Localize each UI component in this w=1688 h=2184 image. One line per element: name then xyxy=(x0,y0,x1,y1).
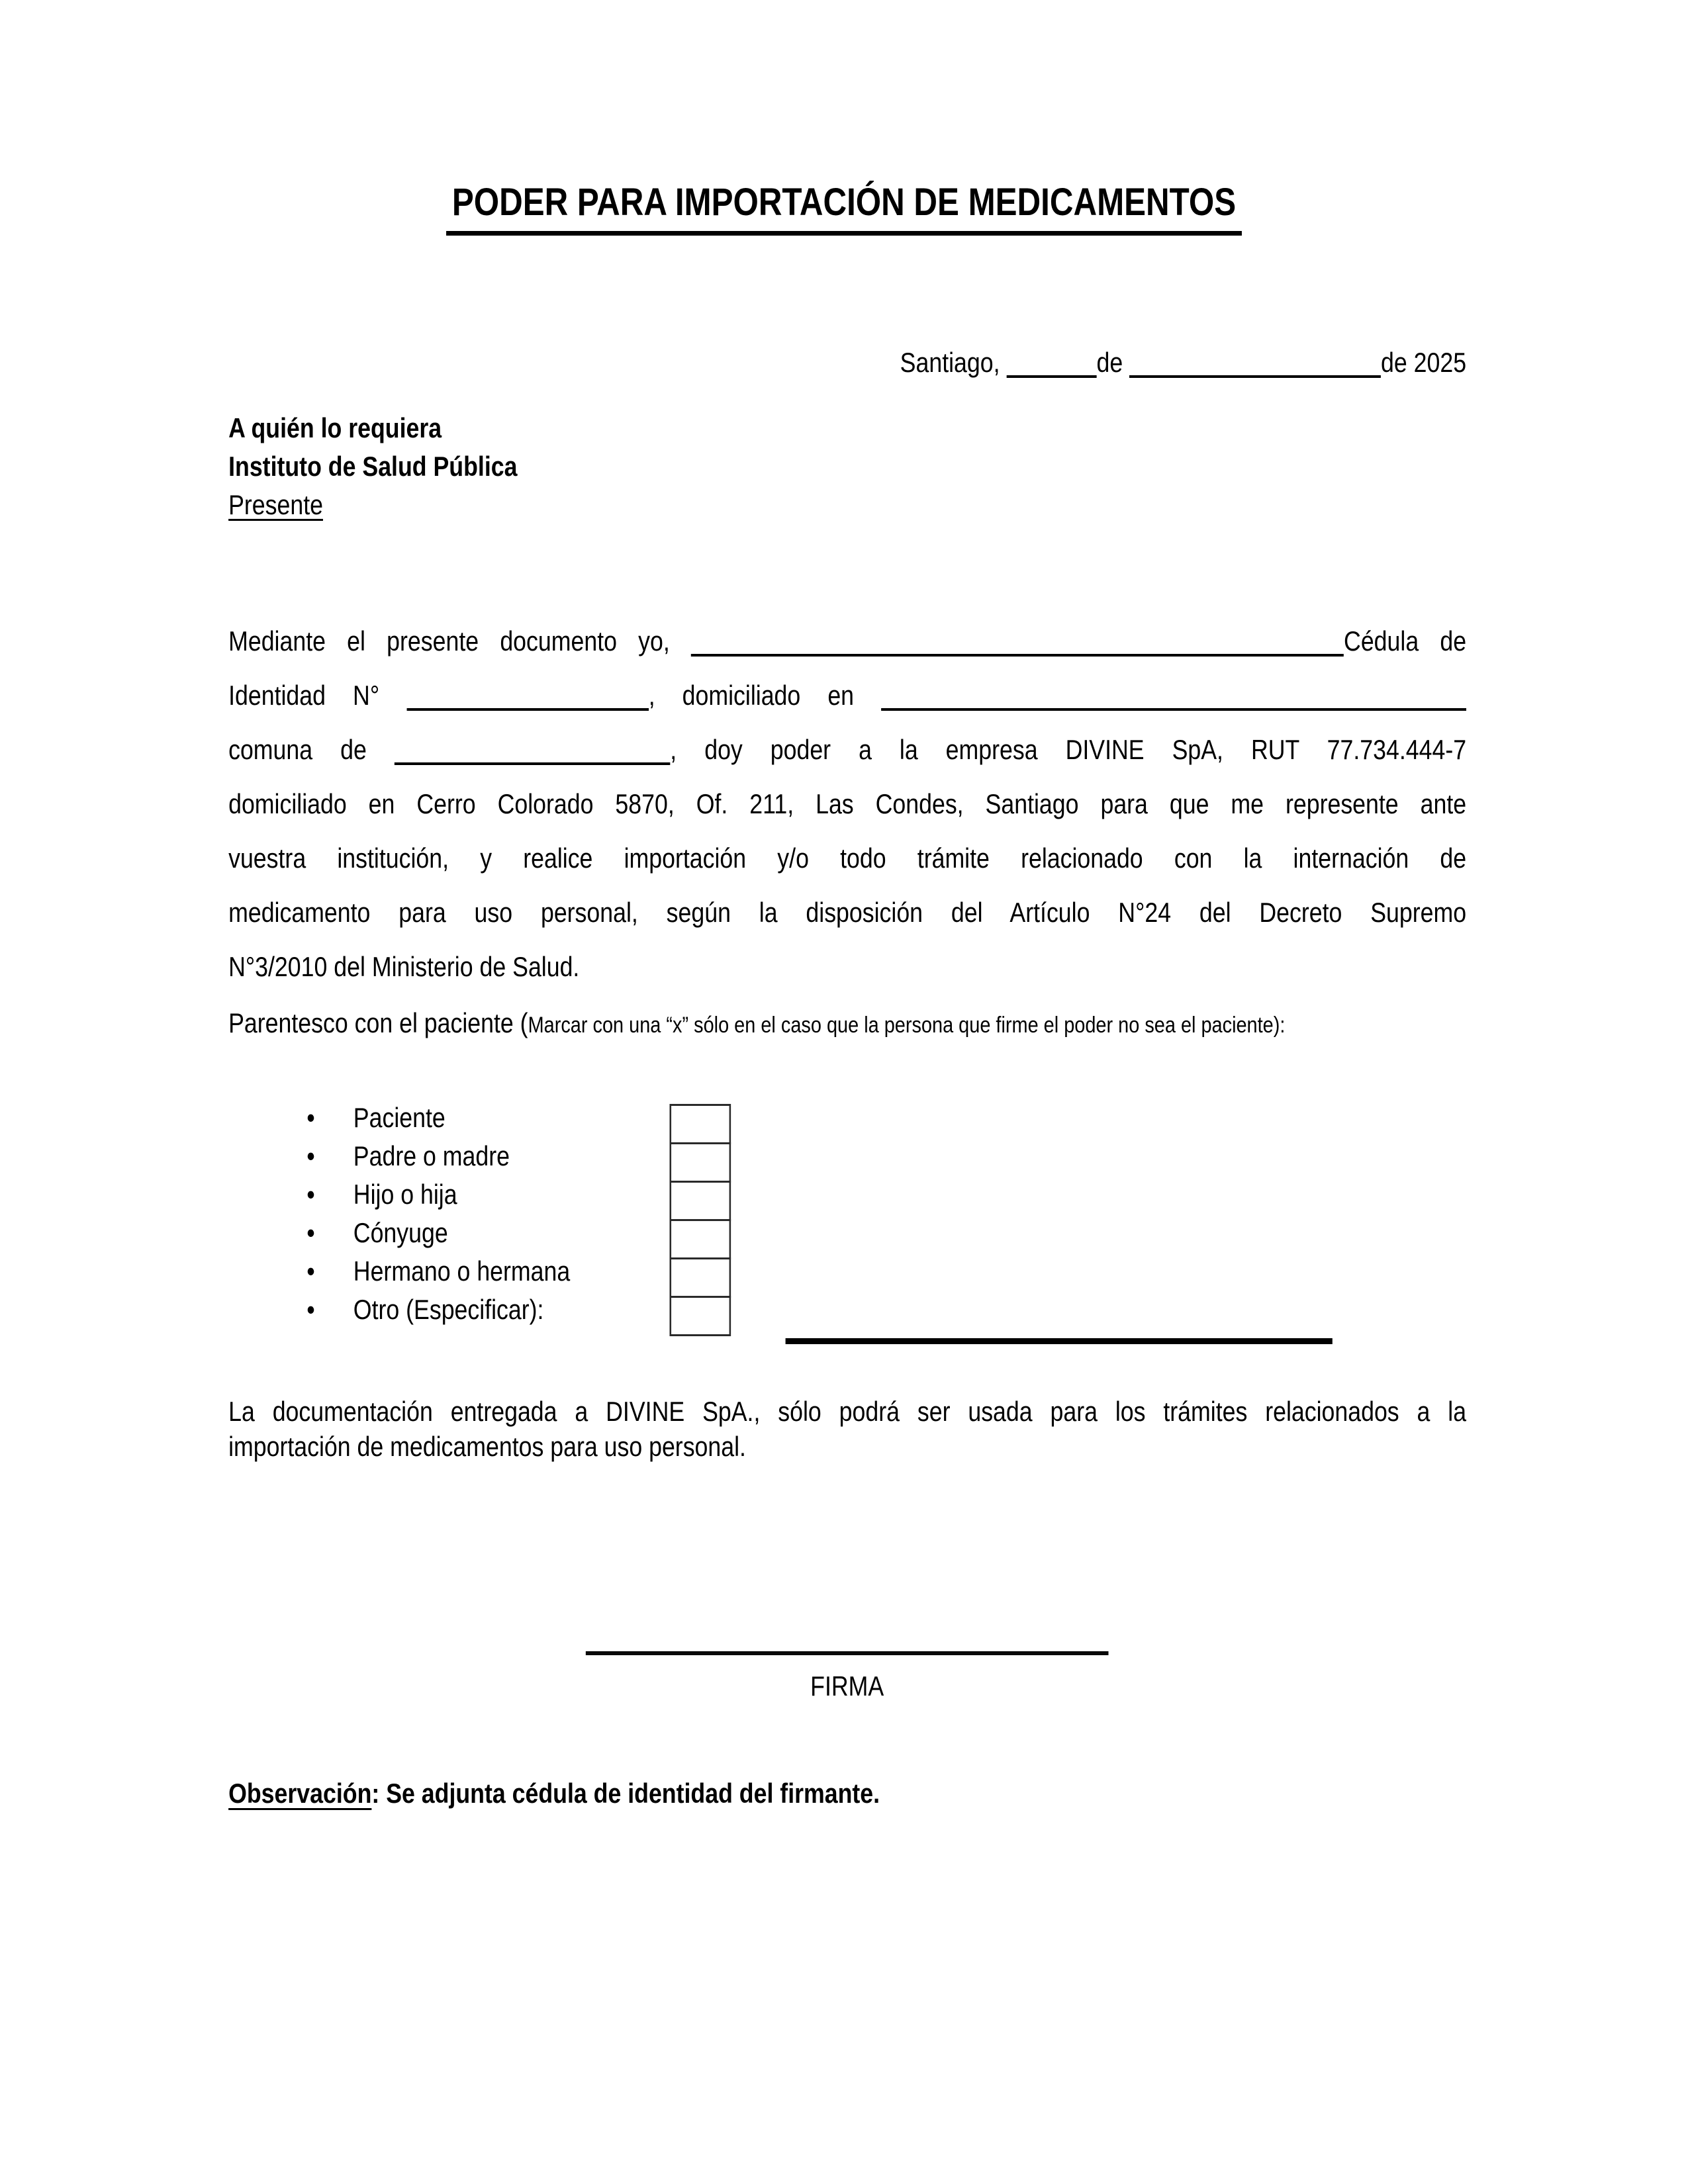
recipient-block xyxy=(228,409,517,524)
body-paragraph xyxy=(228,614,1466,994)
bullet-icon: • xyxy=(306,1140,315,1171)
title-block xyxy=(0,180,1688,236)
body-line-5: vuestra institución, y realice importación y/o todo trámite relacionado con la internación de xyxy=(228,842,1467,874)
body-line-1: Mediante el presente documento yo, Cédula de xyxy=(228,625,1467,657)
option-label: Padre o madre xyxy=(353,1140,510,1171)
option-label: Hijo o hija xyxy=(353,1179,457,1210)
list-item-padre-o-madre xyxy=(306,1137,570,1175)
checkbox-otro[interactable] xyxy=(670,1296,731,1336)
signature-label: FIRMA xyxy=(810,1670,884,1702)
bullet-icon: • xyxy=(306,1255,315,1287)
date-day-blank[interactable] xyxy=(1006,374,1096,378)
recipient-to: A quién lo requiera xyxy=(228,412,442,443)
option-label: Cónyuge xyxy=(353,1217,448,1248)
checkbox-paciente[interactable] xyxy=(670,1104,731,1144)
date-line xyxy=(228,347,1466,379)
body-line-4: domiciliado en Cerro Colorado 5870, Of. 211, Las Condes, Santiago para que me represente ante xyxy=(228,788,1467,819)
address-blank[interactable] xyxy=(881,707,1466,711)
relationship-note: Marcar con una “x” sólo en el caso que la persona que firme el poder no sea el paciente): xyxy=(528,1013,1286,1038)
list-item-hijo-o-hija xyxy=(306,1175,570,1214)
recipient-institution: Instituto de Salud Pública xyxy=(228,451,518,482)
list-item-hermano-o-hermana xyxy=(306,1252,570,1291)
page-title: PODER PARA IMPORTACIÓN DE MEDICAMENTOS xyxy=(446,180,1241,236)
checkbox-hijo-o-hija[interactable] xyxy=(670,1181,731,1221)
date-de1: de xyxy=(1096,347,1123,378)
list-item-otro-especificar xyxy=(306,1291,570,1329)
otro-specify-blank[interactable] xyxy=(786,1338,1333,1344)
relationship-options xyxy=(306,1099,570,1329)
usage-line-1: La documentación entregada a DIVINE SpA., sólo podrá ser usada para los trámites relacionados a la xyxy=(228,1396,1467,1427)
bullet-icon: • xyxy=(306,1294,315,1325)
checkbox-conyuge[interactable] xyxy=(670,1219,731,1259)
usage-paragraph xyxy=(228,1394,1466,1464)
relationship-label: Parentesco con el paciente ( xyxy=(228,1007,528,1038)
checkbox-column xyxy=(670,1104,731,1336)
id-number-blank[interactable] xyxy=(406,707,649,711)
observation-label: Observación xyxy=(228,1778,372,1809)
bullet-icon: • xyxy=(306,1217,315,1248)
list-item-paciente xyxy=(306,1099,570,1137)
checkbox-padre-o-madre[interactable] xyxy=(670,1142,731,1183)
body-line-2: Identidad N° , domiciliado en xyxy=(228,668,1466,723)
recipient-salutation: Presente xyxy=(228,489,323,520)
grantor-name-blank[interactable] xyxy=(691,653,1344,657)
comuna-blank[interactable] xyxy=(395,761,671,765)
signature-line[interactable] xyxy=(586,1651,1109,1655)
observation-note xyxy=(228,1778,880,1809)
bullet-icon: • xyxy=(306,1102,315,1133)
date-de2: de 2025 xyxy=(1381,347,1467,378)
observation-text: : Se adjunta cédula de identidad del firmante. xyxy=(371,1778,880,1809)
option-label: Otro (Especificar): xyxy=(353,1294,544,1325)
option-label: Paciente xyxy=(353,1102,445,1133)
body-line-7: N°3/2010 del Ministerio de Salud. xyxy=(228,951,580,982)
checkbox-hermano-o-hermana[interactable] xyxy=(670,1257,731,1298)
relationship-heading xyxy=(228,1007,1523,1039)
body-line-3: comuna de , doy poder a la empresa DIVINE SpA, RUT 77.734.444-7 xyxy=(228,734,1467,765)
date-month-blank[interactable] xyxy=(1129,374,1381,378)
bullet-icon: • xyxy=(306,1179,315,1210)
option-label: Hermano o hermana xyxy=(353,1255,571,1287)
date-city: Santiago, xyxy=(900,347,1000,378)
usage-line-2: importación de medicamentos para uso personal. xyxy=(228,1431,746,1462)
list-item-conyuge xyxy=(306,1214,570,1252)
body-line-6: medicamento para uso personal, según la disposición del Artículo N°24 del Decreto Supremo xyxy=(228,897,1467,928)
